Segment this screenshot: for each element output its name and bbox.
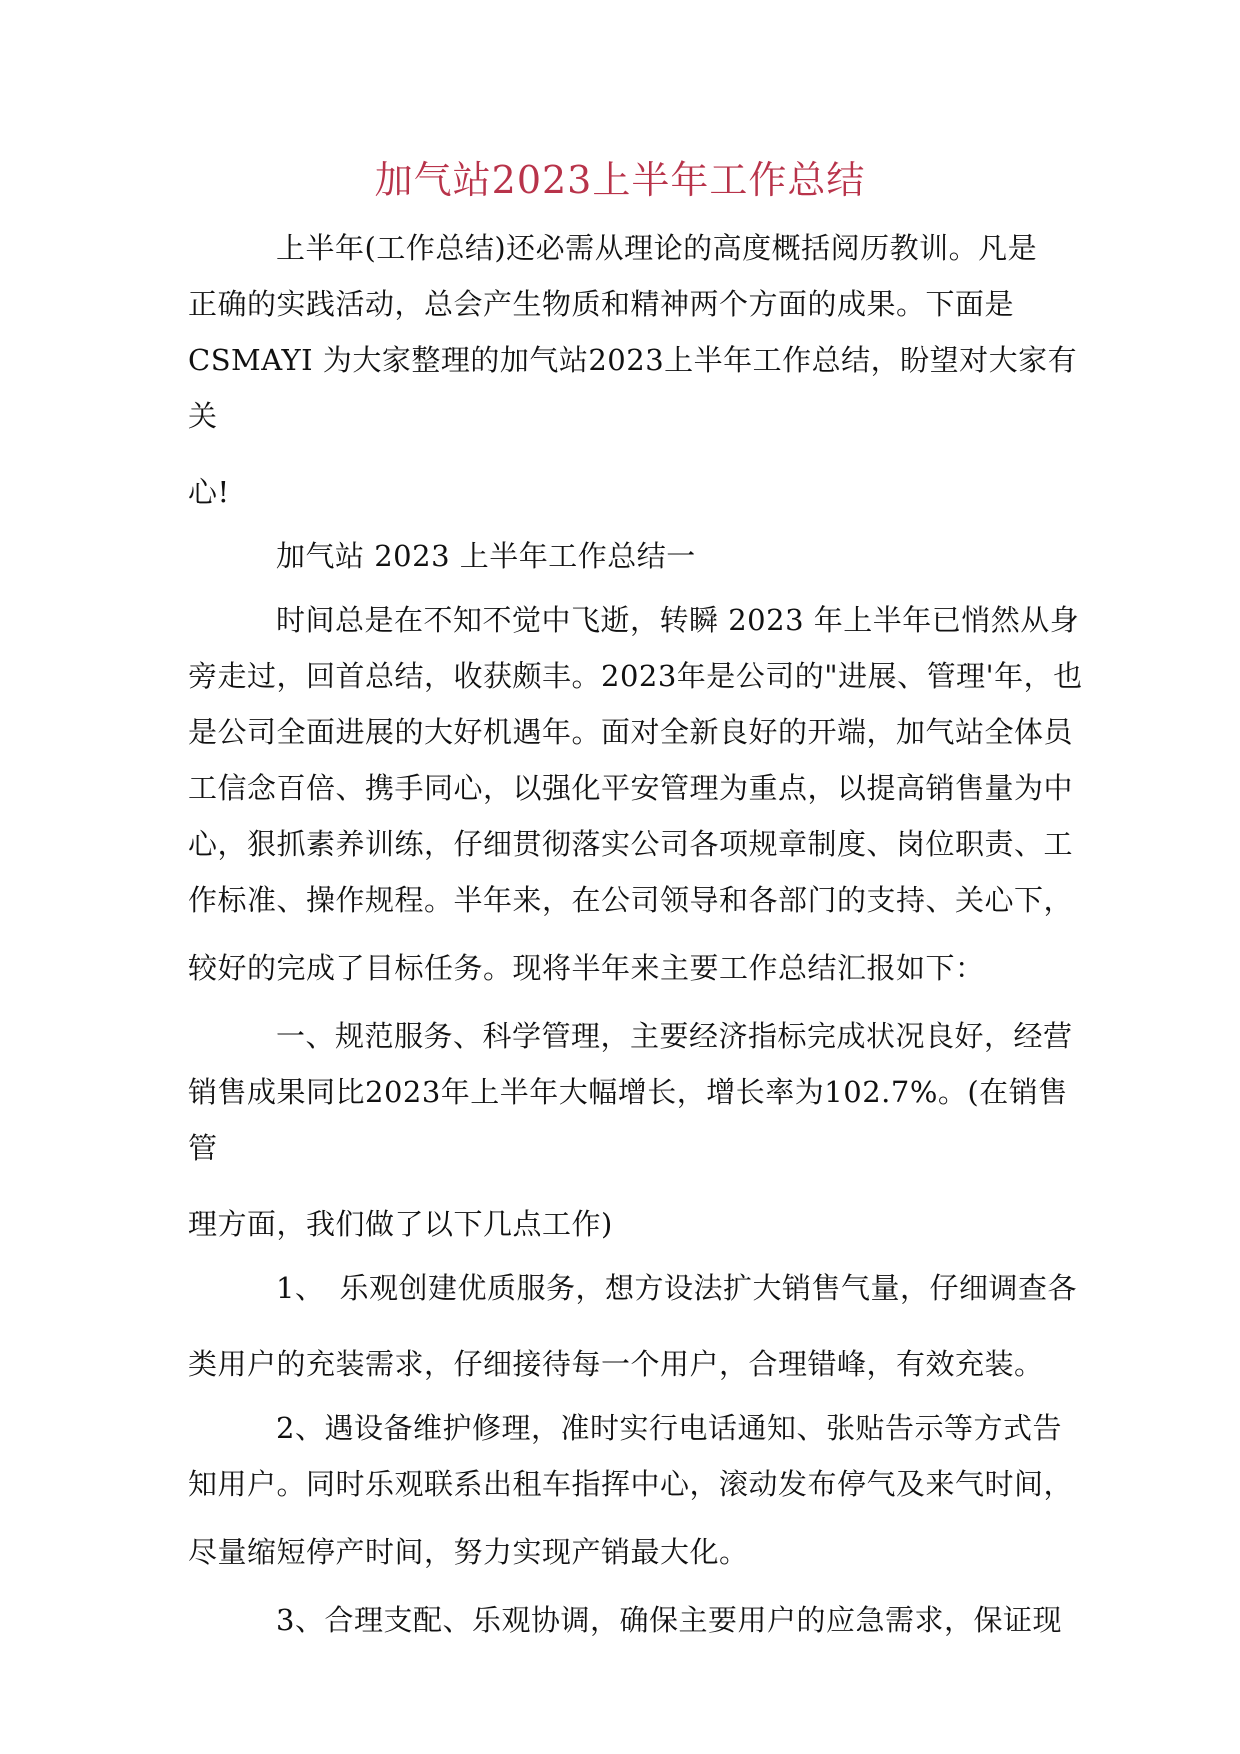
section-heading: 加气站 2023 上半年工作总结一 bbox=[276, 539, 696, 573]
list-item: 2、遇设备维护修理，准时实行电话通知、张贴告示等方式告 bbox=[276, 1411, 1062, 1445]
document-title: 加气站2023上半年工作总结 bbox=[374, 158, 866, 202]
list-item: 3、合理支配、乐观协调，确保主要用户的应急需求，保证现 bbox=[276, 1603, 1062, 1637]
paragraph-line: 类用户的充装需求，仔细接待每一个用户，合理错峰，有效充装。 bbox=[188, 1347, 1044, 1381]
paragraph-line: 销售成果同比2023年上半年大幅增长，增长率为102.7%。(在销售 bbox=[188, 1075, 1068, 1109]
paragraph-line: 时间总是在不知不觉中飞逝，转瞬 2023 年上半年已悄然从身 bbox=[276, 603, 1080, 637]
paragraph-line: 工信念百倍、携手同心，以强化平安管理为重点，以提高销售量为中 bbox=[188, 771, 1074, 805]
list-item: 1、 乐观创建优质服务，想方设法扩大销售气量，仔细调查各 bbox=[276, 1271, 1077, 1305]
paragraph-line: 知用户。同时乐观联系出租车指挥中心，滚动发布停气及来气时间， bbox=[188, 1467, 1074, 1501]
paragraph-line: 一、规范服务、科学管理，主要经济指标完成状况良好，经营 bbox=[276, 1019, 1073, 1053]
paragraph-line: 关 bbox=[188, 399, 218, 433]
paragraph-line: CSMAYI 为大家整理的加气站2023上半年工作总结，盼望对大家有 bbox=[188, 343, 1078, 377]
paragraph-line: 理方面，我们做了以下几点工作) bbox=[188, 1207, 613, 1241]
paragraph-line: 正确的实践活动，总会产生物质和精神两个方面的成果。下面是 bbox=[188, 287, 1015, 321]
paragraph-line: 旁走过，回首总结，收获颇丰。2023年是公司的"进展、管理'年，也 bbox=[188, 659, 1083, 693]
paragraph-line: 是公司全面进展的大好机遇年。面对全新良好的开端，加气站全体员 bbox=[188, 715, 1074, 749]
paragraph-line: 较好的完成了目标任务。现将半年来主要工作总结汇报如下： bbox=[188, 951, 985, 985]
paragraph-line: 管 bbox=[188, 1131, 218, 1165]
paragraph-line: 作标准、操作规程。半年来，在公司领导和各部门的支持、关心下， bbox=[188, 883, 1074, 917]
paragraph-line: 尽量缩短停产时间，努力实现产销最大化。 bbox=[188, 1535, 749, 1569]
paragraph-line: 心! bbox=[188, 475, 230, 509]
paragraph-line: 上半年(工作总结)还必需从理论的高度概括阅历教训。凡是 bbox=[276, 231, 1038, 265]
paragraph-line: 心，狠抓素养训练，仔细贯彻落实公司各项规章制度、岗位职责、工 bbox=[188, 827, 1074, 861]
